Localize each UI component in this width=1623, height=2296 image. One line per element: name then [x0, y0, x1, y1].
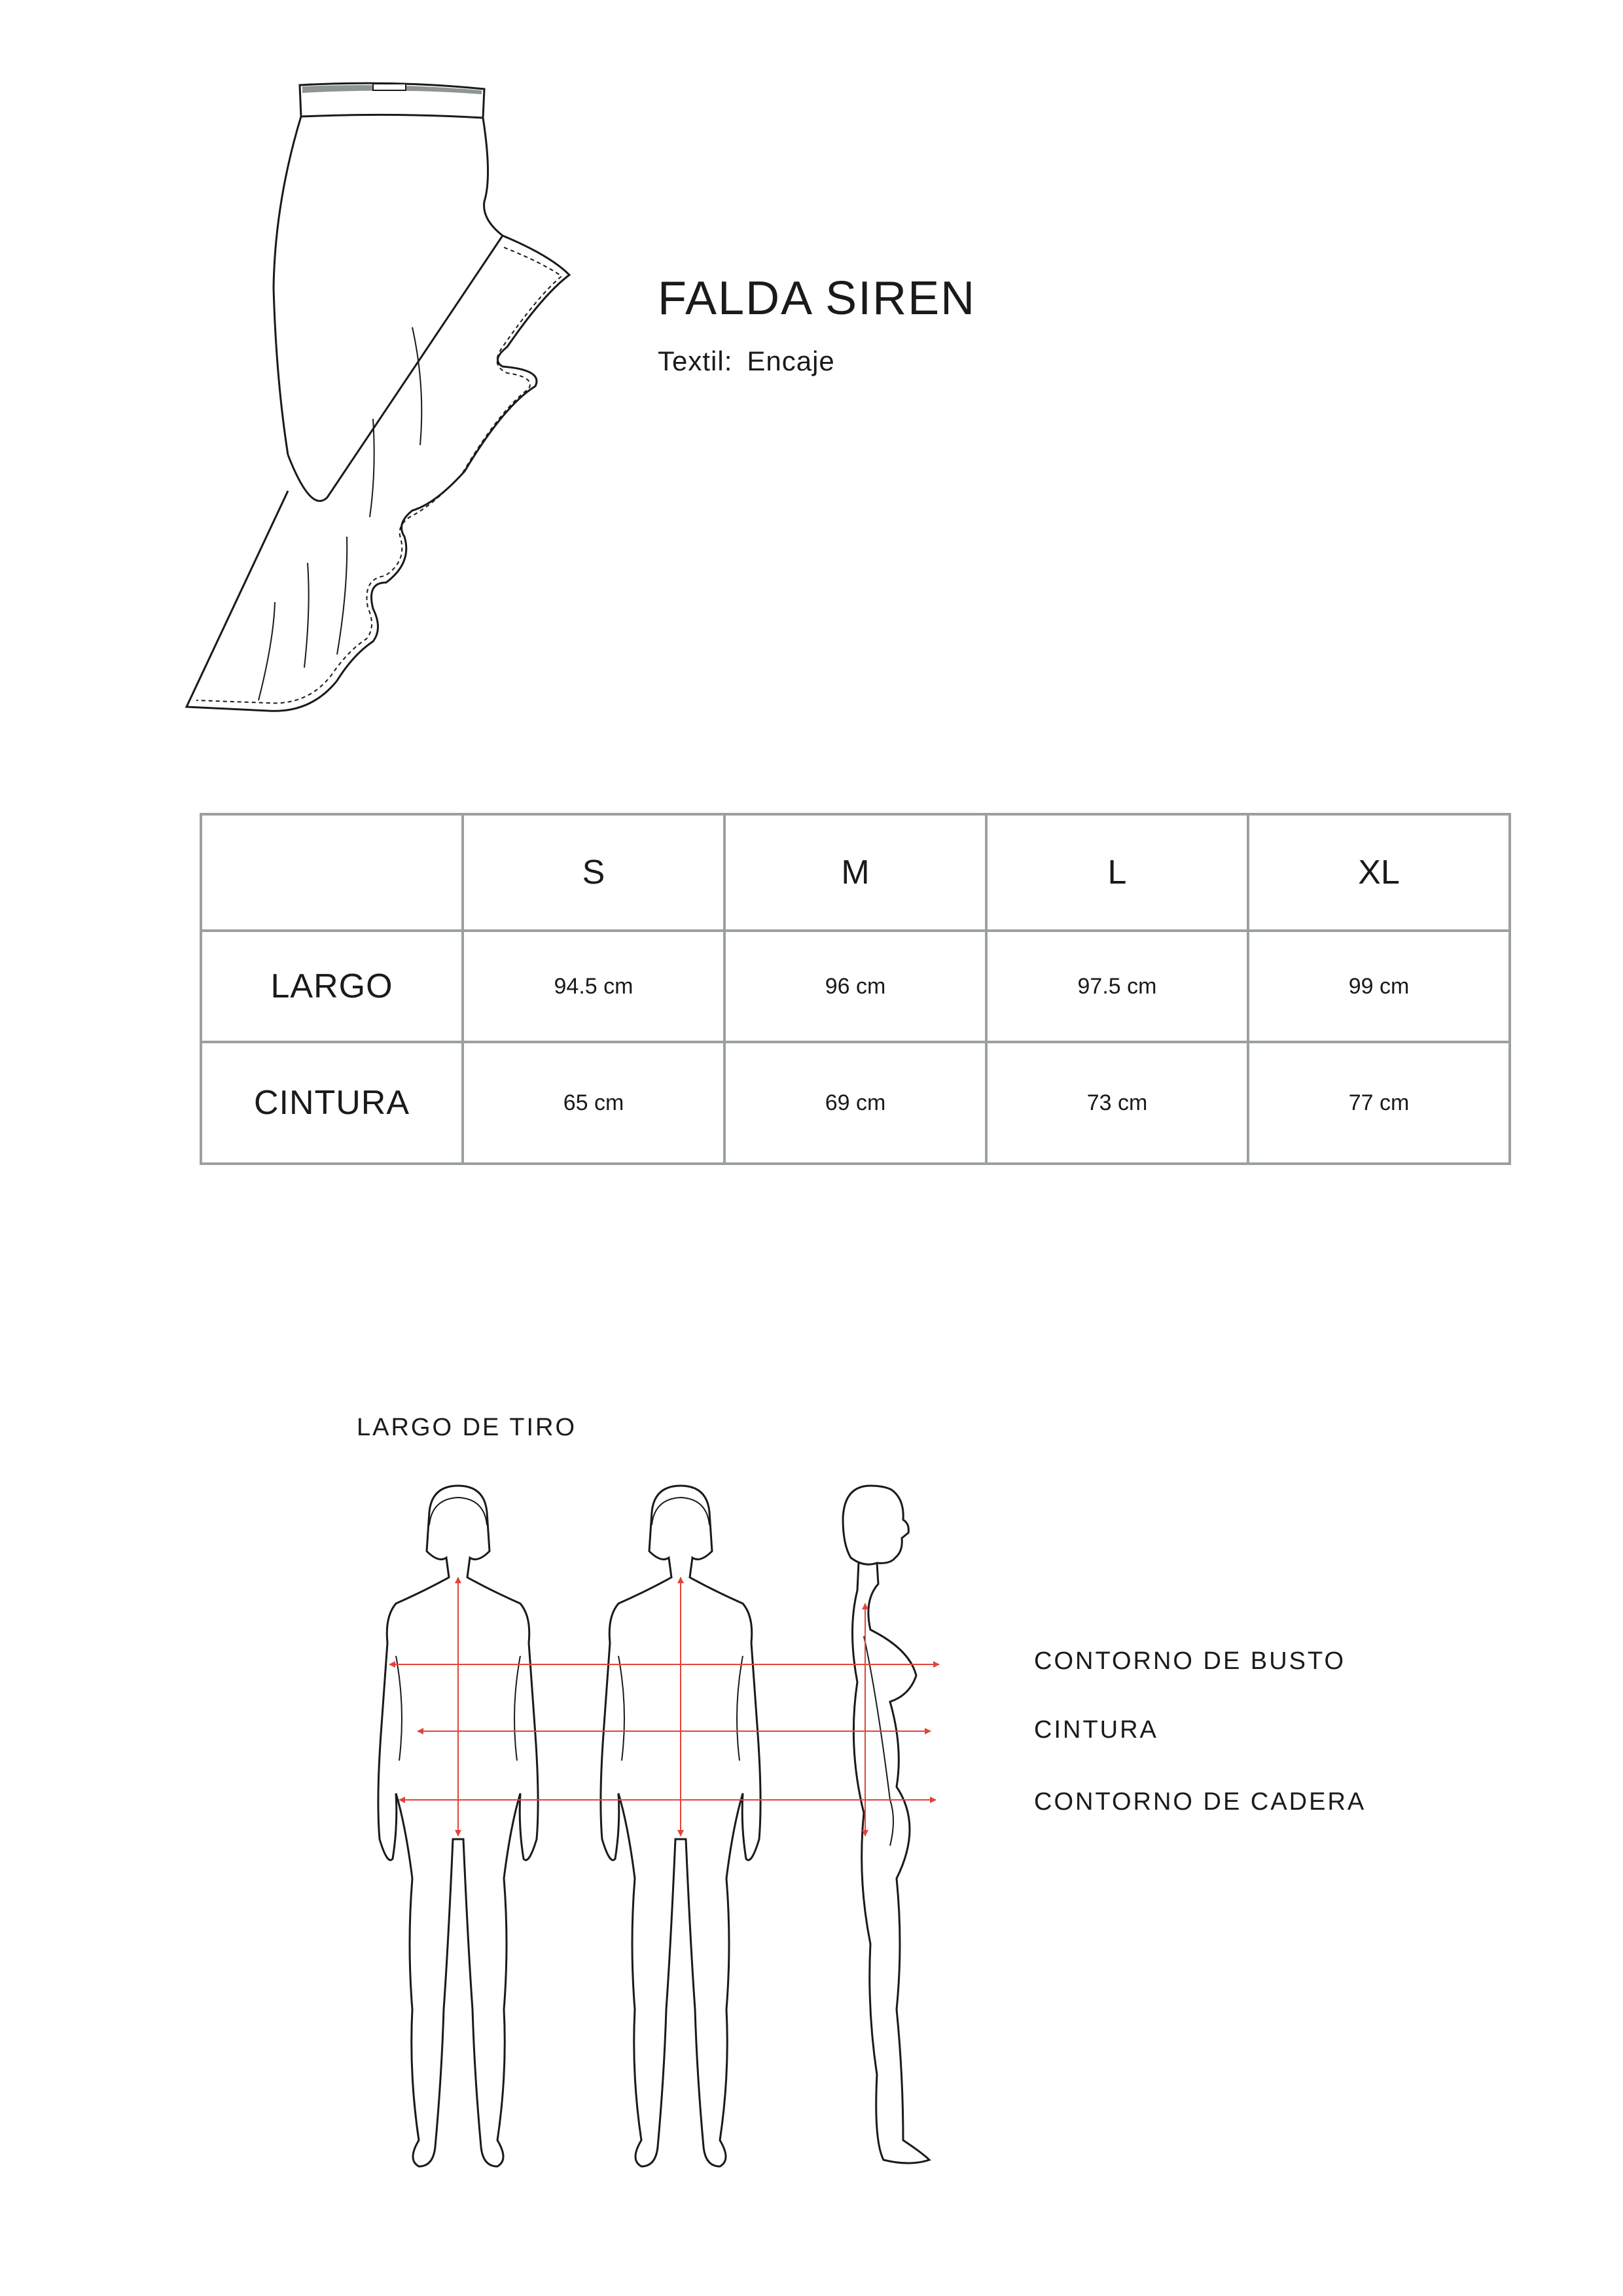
side-figure	[843, 1486, 929, 2163]
largo-m-cell: 96 cm	[724, 931, 986, 1042]
largo-l-cell: 97.5 cm	[986, 931, 1248, 1042]
skirt-fold-line	[337, 537, 347, 655]
cintura-label: CINTURA	[1034, 1716, 1158, 1744]
contorno-de-busto-label: CONTORNO DE BUSTO	[1034, 1647, 1346, 1675]
skirt-label-tab	[373, 84, 406, 90]
table-row	[201, 1042, 1510, 1164]
largo-s-cell: 94.5 cm	[463, 931, 724, 1042]
table-row	[201, 931, 1510, 1042]
row-label-largo: LARGO	[201, 931, 463, 1042]
skirt-body-right	[483, 118, 503, 236]
cintura-m-cell: 69 cm	[724, 1042, 986, 1164]
row-label-cintura: CINTURA	[201, 1042, 463, 1164]
size-header-s: S	[463, 814, 724, 931]
skirt-technical-drawing	[177, 79, 596, 726]
textile-value: Encaje	[747, 346, 835, 376]
skirt-fold-line	[412, 327, 421, 445]
cintura-l-cell: 73 cm	[986, 1042, 1248, 1164]
skirt-body-left	[274, 117, 301, 455]
cintura-xl-cell: 77 cm	[1248, 1042, 1510, 1164]
skirt-ruffle-stitch	[196, 247, 562, 703]
size-table-header-row	[201, 814, 1510, 931]
product-title: FALDA SIREN	[658, 272, 976, 325]
size-header-xl: XL	[1248, 814, 1510, 931]
textile-label: Textil:	[658, 346, 733, 376]
skirt-ruffle-outline	[187, 236, 569, 711]
size-header-m: M	[724, 814, 986, 931]
size-table	[200, 813, 1511, 1165]
skirt-fold-line	[259, 602, 275, 700]
body-measurement-figures	[366, 1479, 1021, 2173]
measurement-lines	[389, 1577, 939, 1836]
textile-line	[658, 346, 835, 377]
largo-de-tiro-label: LARGO DE TIRO	[357, 1414, 577, 1441]
size-header-l: L	[986, 814, 1248, 931]
largo-xl-cell: 99 cm	[1248, 931, 1510, 1042]
cintura-s-cell: 65 cm	[463, 1042, 724, 1164]
contorno-de-cadera-label: CONTORNO DE CADERA	[1034, 1788, 1366, 1816]
skirt-fold-line	[304, 563, 309, 668]
size-table-corner-cell	[201, 814, 463, 931]
